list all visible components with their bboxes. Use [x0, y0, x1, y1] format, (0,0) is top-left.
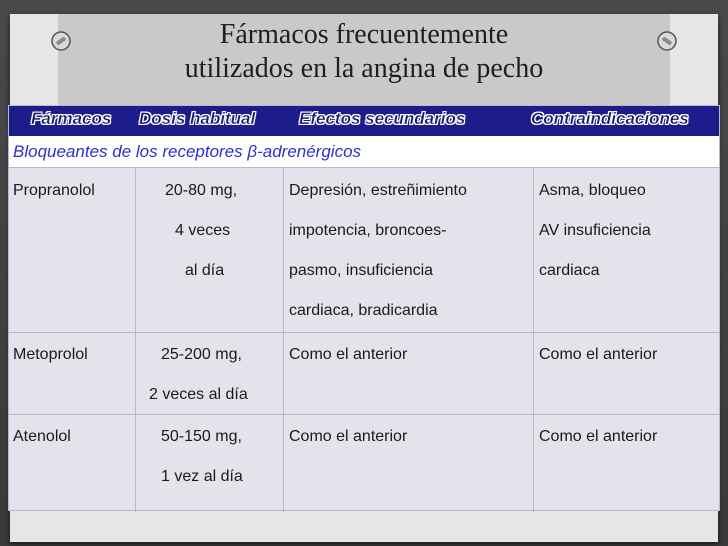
effects-line: Como el anterior	[289, 346, 408, 363]
effects-line: impotencia, broncoes-	[289, 222, 447, 239]
column-divider	[283, 168, 284, 512]
column-divider	[135, 168, 136, 512]
effects-line: Depresión, estreñimiento	[289, 182, 467, 199]
group-row	[9, 136, 719, 168]
table-header	[9, 106, 719, 136]
dose-line: 1 vez al día	[161, 468, 243, 485]
drug-table	[8, 105, 720, 511]
dose-line: 4 veces	[175, 222, 231, 239]
effects-line: cardiaca, bradicardia	[289, 302, 438, 319]
slide-title	[58, 18, 670, 86]
row-divider	[9, 332, 719, 333]
dose-line: 20-80 mg,	[165, 182, 238, 199]
header-dosis: Dosis habitual	[139, 109, 256, 128]
contra-line: Como el anterior	[539, 428, 658, 445]
drug-name: Atenolol	[13, 428, 71, 445]
header-efectos: Efectos secundarios	[299, 109, 466, 128]
dose-line: 25-200 mg,	[161, 346, 242, 363]
contra-line: Asma, bloqueo	[539, 182, 646, 199]
column-divider	[533, 168, 534, 512]
contra-line: Como el anterior	[539, 346, 658, 363]
contra-line: AV insuficiencia	[539, 222, 651, 239]
effects-line: pasmo, insuficiencia	[289, 262, 434, 279]
title-line-2: utilizados en la angina de pecho	[184, 53, 544, 84]
drug-name: Metoprolol	[13, 346, 88, 363]
dose-line: 2 veces al día	[149, 386, 248, 403]
effects-line: Como el anterior	[289, 428, 408, 445]
dose-line: al día	[185, 262, 225, 279]
title-line-1: Fármacos frecuentemente	[219, 19, 509, 50]
header-farmacos: Fármacos	[31, 109, 112, 128]
contra-line: cardiaca	[539, 262, 600, 279]
header-contraindicaciones: Contraindicaciones	[531, 109, 689, 128]
row-divider	[9, 414, 719, 415]
dose-line: 50-150 mg,	[161, 428, 242, 445]
group-label: Bloqueantes de los receptores β-adrenérgicos	[13, 142, 362, 161]
drug-name: Propranolol	[13, 182, 95, 199]
